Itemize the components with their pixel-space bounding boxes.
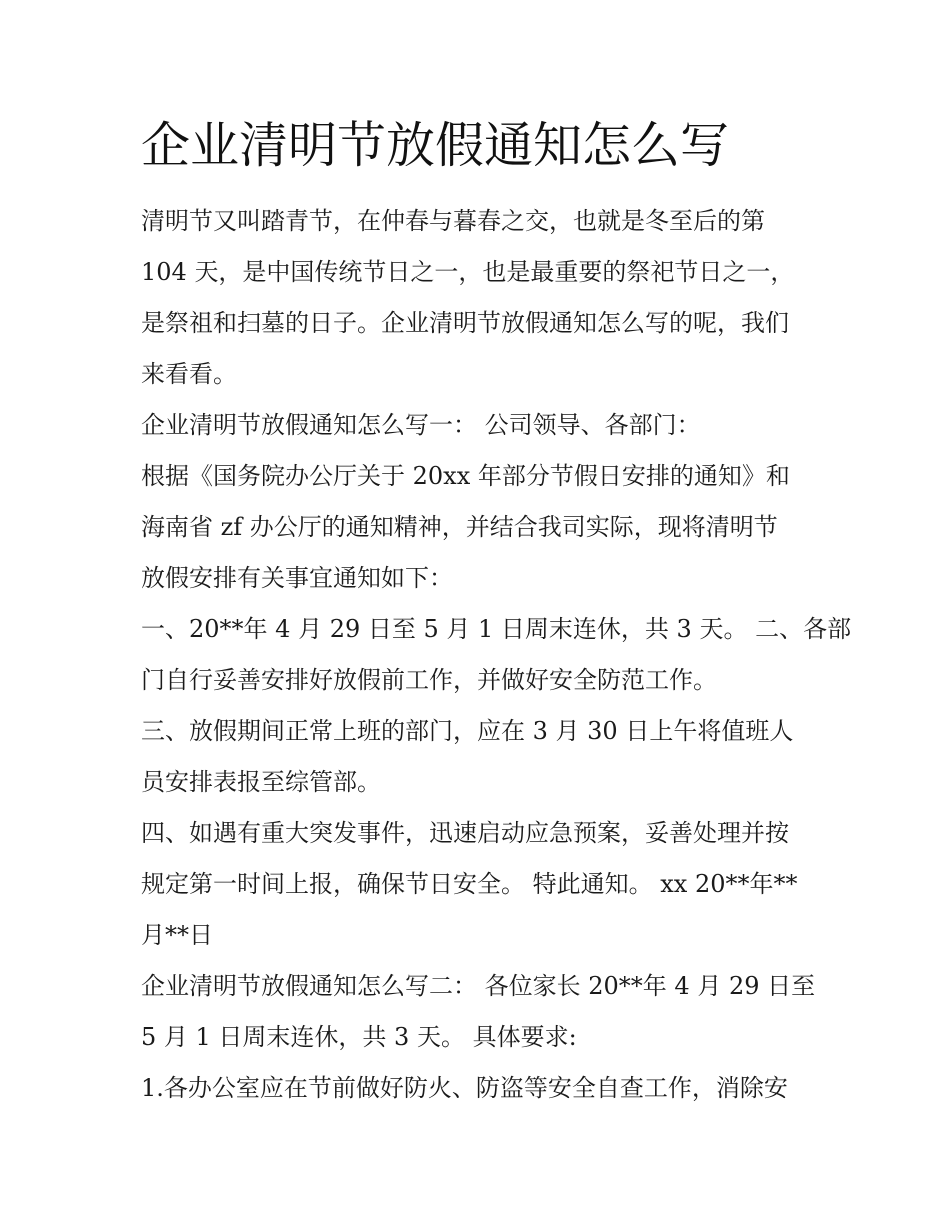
body-line-3: 是祭祖和扫墓的日子。企业清明节放假通知怎么写的呢，我们: [141, 309, 789, 337]
body-line-11: 三、放假期间正常上班的部门，应在 3 月 30 日上午将值班人: [141, 717, 794, 745]
body-line-1: 清明节又叫踏青节，在仲春与暮春之交，也就是冬至后的第: [141, 207, 765, 235]
body-line-8: 放假安排有关事宜通知如下：: [141, 564, 453, 592]
body-line-4: 来看看。: [141, 360, 237, 388]
document-title: 企业清明节放假通知怎么写: [141, 117, 730, 174]
body-line-13: 四、如遇有重大突发事件，迅速启动应急预案，妥善处理并按: [141, 819, 789, 847]
body-line-12: 员安排表报至综管部。: [141, 768, 381, 796]
body-line-6: 根据《国务院办公厅关于 20xx 年部分节假日安排的通知》和: [141, 462, 790, 490]
body-line-18: 1.各办公室应在节前做好防火、防盗等安全自查工作，消除安: [141, 1074, 788, 1102]
body-line-17: 5 月 1 日周末连休，共 3 天。 具体要求:: [141, 1023, 577, 1051]
body-line-5: 企业清明节放假通知怎么写一： 公司领导、各部门：: [141, 411, 701, 439]
body-line-16: 企业清明节放假通知怎么写二： 各位家长 20**年 4 月 29 日至: [141, 972, 816, 1000]
body-line-15: 月**日: [141, 921, 213, 949]
body-line-10: 门自行妥善安排好放假前工作，并做好安全防范工作。: [141, 666, 717, 694]
body-line-9: 一、20**年 4 月 29 日至 5 月 1 日周末连休，共 3 天。 二、各部: [141, 615, 852, 643]
body-line-14: 规定第一时间上报，确保节日安全。 特此通知。 xx 20**年**: [141, 870, 798, 898]
body-line-2: 104 天，是中国传统节日之一，也是最重要的祭祀节日之一，: [141, 258, 795, 286]
body-line-7: 海南省 zf 办公厅的通知精神，并结合我司实际，现将清明节: [141, 513, 778, 541]
